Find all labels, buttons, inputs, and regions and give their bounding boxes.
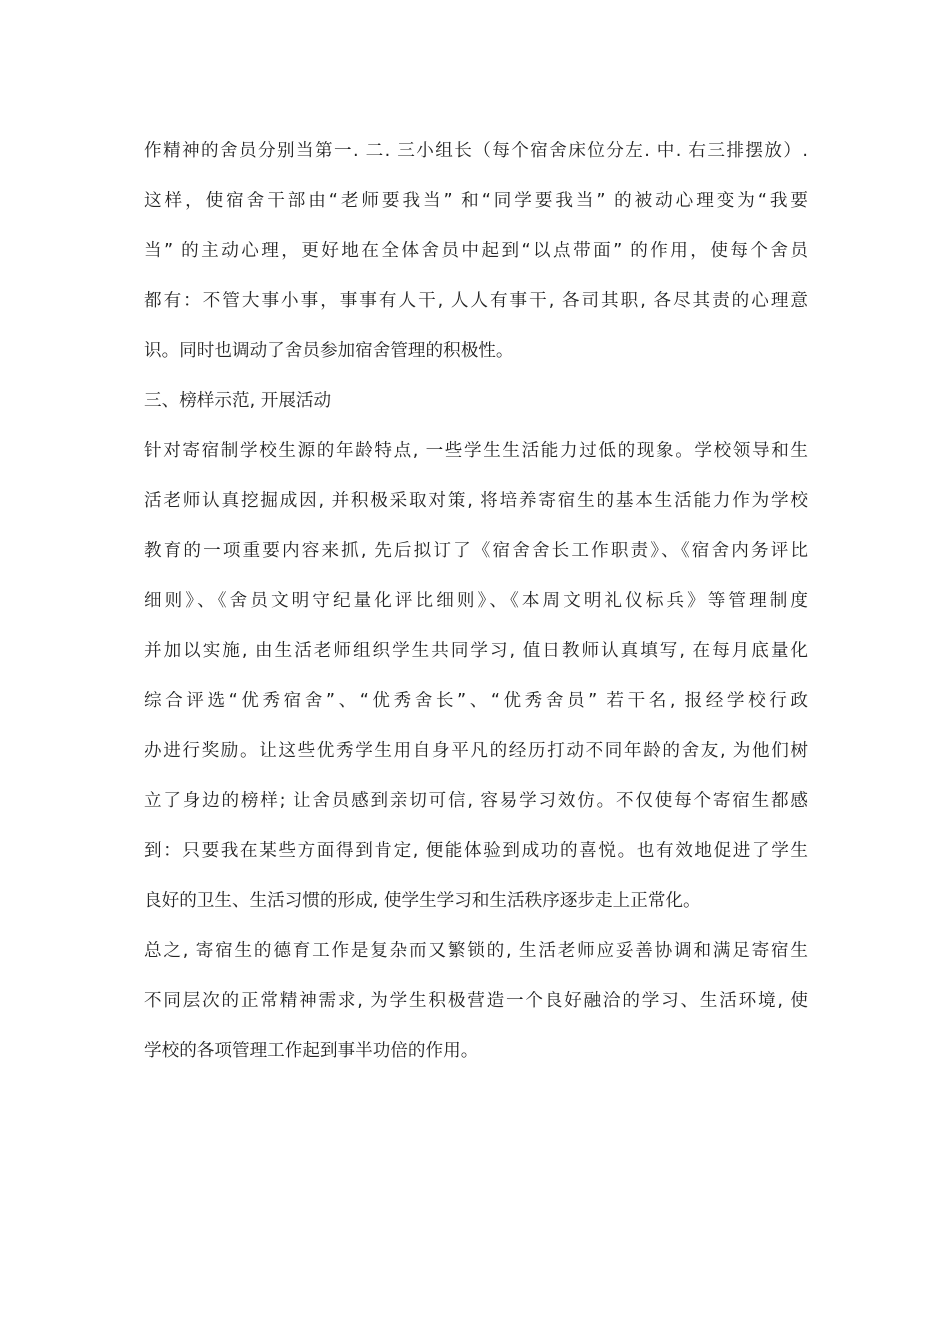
text-line: 针对寄宿制学校生源的年龄特点, 一些学生生活能力过低的现象。学校领导和生 [144, 441, 808, 461]
text-line: 良好的卫生、生活习惯的形成, 使学生学习和生活秩序逐步走上正常化。 [144, 891, 701, 911]
text-line: 学校的各项管理工作起到事半功倍的作用。 [144, 1041, 479, 1061]
text-line: 办进行奖励。让这些优秀学生用自身平凡的经历打动不同年龄的舍友, 为他们树 [144, 741, 808, 761]
text-line: 都有：不管大事小事，事事有人干, 人人有事干, 各司其职, 各尽其责的心理意 [144, 291, 808, 311]
text-line: 教育的一项重要内容来抓, 先后拟订了《宿舍舍长工作职责》、《宿舍内务评比 [144, 541, 808, 561]
text-line: 这样，使宿舍干部由“老师要我当” 和“同学要我当” 的被动心理变为“我要 [144, 191, 808, 211]
text-line: 立了身边的榜样; 让舍员感到亲切可信, 容易学习效仿。不仅使每个寄宿生都感 [144, 791, 808, 811]
text-line: 活老师认真挖掘成因, 并积极采取对策, 将培养寄宿生的基本生活能力作为学校 [144, 491, 808, 511]
text-line: 并加以实施, 由生活老师组织学生共同学习, 值日教师认真填写, 在每月底量化 [144, 641, 808, 661]
text-line: 总之, 寄宿生的德育工作是复杂而又繁锁的, 生活老师应妥善协调和满足寄宿生 [144, 941, 808, 961]
text-line: 当” 的主动心理，更好地在全体舍员中起到“以点带面” 的作用，使每个舍员 [144, 241, 808, 261]
text-line: 识。同时也调动了舍员参加宿舍管理的积极性。 [144, 341, 514, 361]
text-line: 综合评选“优秀宿舍”、“优秀舍长”、“优秀舍员” 若干名, 报经学校行政 [144, 691, 808, 711]
text-line: 作精神的舍员分别当第一. 二. 三小组长（每个宿舍床位分左. 中. 右三排摆放）. [144, 141, 808, 161]
section-heading: 三、榜样示范, 开展活动 [144, 391, 332, 411]
document-page [144, 126, 808, 1076]
text-line: 不同层次的正常精神需求, 为学生积极营造一个良好融洽的学习、生活环境, 使 [144, 991, 808, 1011]
text-line: 到：只要我在某些方面得到肯定, 便能体验到成功的喜悦。也有效地促进了学生 [144, 841, 808, 861]
text-line: 细则》、《舍员文明守纪量化评比细则》、《本周文明礼仪标兵》等管理制度 [144, 591, 808, 611]
